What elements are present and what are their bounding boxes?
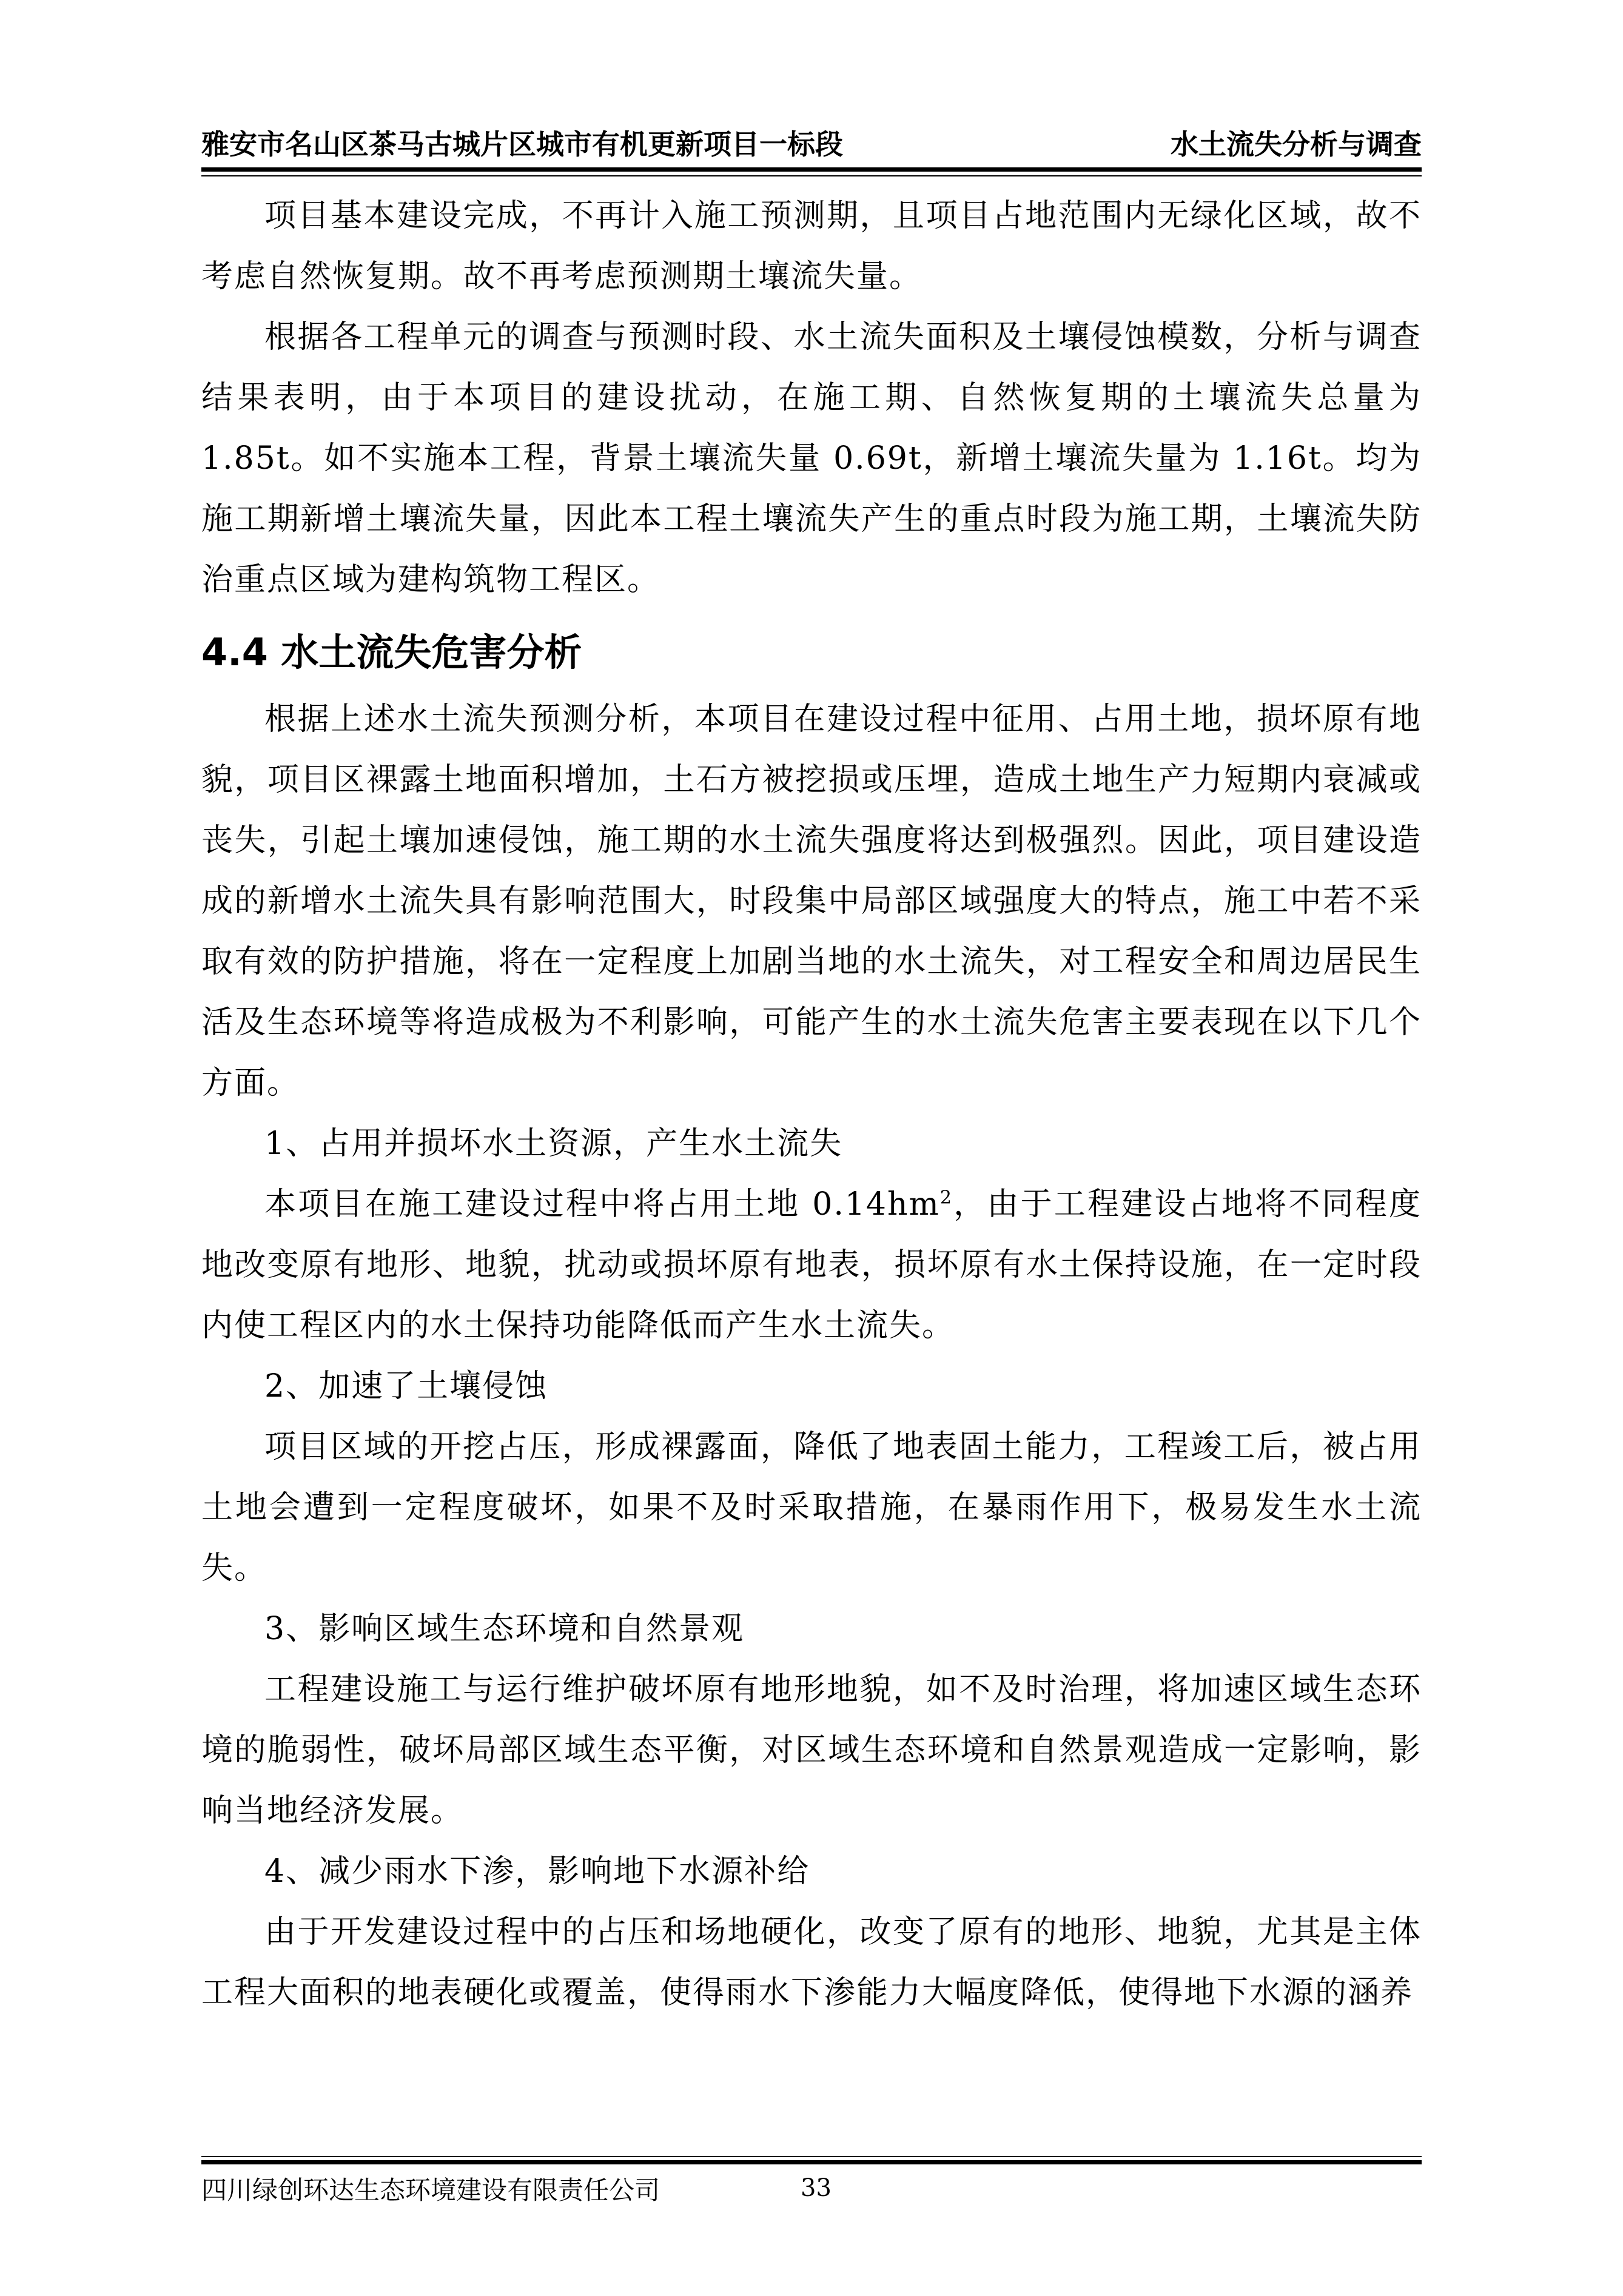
paragraph-prediction-result: 根据各工程单元的调查与预测时段、水土流失面积及土壤侵蚀模数，分析与调查结果表明，由于本项目的建设扰动，在施工期、自然恢复期的土壤流失总量为 1.85t。如不实施本工程，背景土壤流失量 0.69t，新增土壤流失量为 1.16t。均为施工期新增土壤流失量，因此本工程土壤流失产生的重点时段为施工期，土壤流失防治重点区域为建构筑物工程区。 bbox=[201, 319, 1422, 598]
item-heading-1: 1、占用并损坏水土资源，产生水土流失 bbox=[264, 1126, 843, 1162]
item-text-1-rest: ，由于工程建设占地将不同程度地改变原有地形、地貌，扰动或损坏原有地表，损坏原有水土保持设施，在一定时段内使工程区内的水土保持功能降低而产生水土流失。 bbox=[201, 1186, 1422, 1344]
paragraph-hazard-intro: 根据上述水土流失预测分析，本项目在建设过程中征用、占用土地，损坏原有地貌，项目区裸露土地面积增加，土石方被挖损或压埋，造成土地生产力短期内衰减或丧失，引起土壤加速侵蚀，施工期的水土流失强度将达到极强烈。因此，项目建设造成的新增水土流失具有影响范围大，时段集中局部区域强度大的特点，施工中若不采取有效的防护措施，将在一定程度上加剧当地的水土流失，对工程安全和周边居民生活及生态环境等将造成极为不利影响，可能产生的水土流失危害主要表现在以下几个方面。 bbox=[201, 701, 1422, 1101]
page-body bbox=[201, 186, 1422, 2023]
item-heading-3: 3、影响区域生态环境和自然景观 bbox=[264, 1611, 745, 1647]
item-heading-4: 4、减少雨水下渗，影响地下水源补给 bbox=[264, 1853, 810, 1890]
footer-company-name: 四川绿创环达生态环境建设有限责任公司 bbox=[201, 2175, 660, 2205]
item-text-4: 由于开发建设过程中的占压和场地硬化，改变了原有的地形、地貌，尤其是主体工程大面积的地表硬化或覆盖，使得雨水下渗能力大幅度降低，使得地下水源的涵养 bbox=[201, 1914, 1422, 2011]
header-chapter-title: 水土流失分析与调查 bbox=[1171, 128, 1422, 161]
item-text-1-part: 本项目在施工建设过程中将占用土地 0.14hm bbox=[264, 1186, 940, 1223]
footer-rule bbox=[201, 2160, 1422, 2164]
item-text-3: 工程建设施工与运行维护破坏原有地形地貌，如不及时治理，将加速区域生态环境的脆弱性，破坏局部区域生态平衡，对区域生态环境和自然景观造成一定影响，影响当地经济发展。 bbox=[201, 1671, 1422, 1829]
item-text-1 bbox=[201, 1174, 1422, 1356]
page-header bbox=[201, 108, 1422, 163]
paragraph-prediction-period: 项目基本建设完成，不再计入施工预测期，且项目占地范围内无绿化区域，故不考虑自然恢复期。故不再考虑预测期土壤流失量。 bbox=[201, 198, 1422, 295]
header-rule-thin bbox=[201, 175, 1422, 176]
header-project-title: 雅安市名山区茶马古城片区城市有机更新项目一标段 bbox=[201, 128, 843, 161]
item-heading-2: 2、加速了土壤侵蚀 bbox=[264, 1368, 548, 1405]
item-text-2: 项目区域的开挖占压，形成裸露面，降低了地表固土能力，工程竣工后，被占用土地会遭到一定程度破坏，如果不及时采取措施，在暴雨作用下，极易发生水土流失。 bbox=[201, 1429, 1422, 1586]
header-rule bbox=[201, 167, 1422, 172]
section-heading: 4.4 水土流失危害分析 bbox=[201, 630, 582, 674]
superscript-2: 2 bbox=[939, 1187, 953, 1209]
footer-rule-thin bbox=[201, 2156, 1422, 2157]
page-number: 33 bbox=[801, 2174, 832, 2202]
